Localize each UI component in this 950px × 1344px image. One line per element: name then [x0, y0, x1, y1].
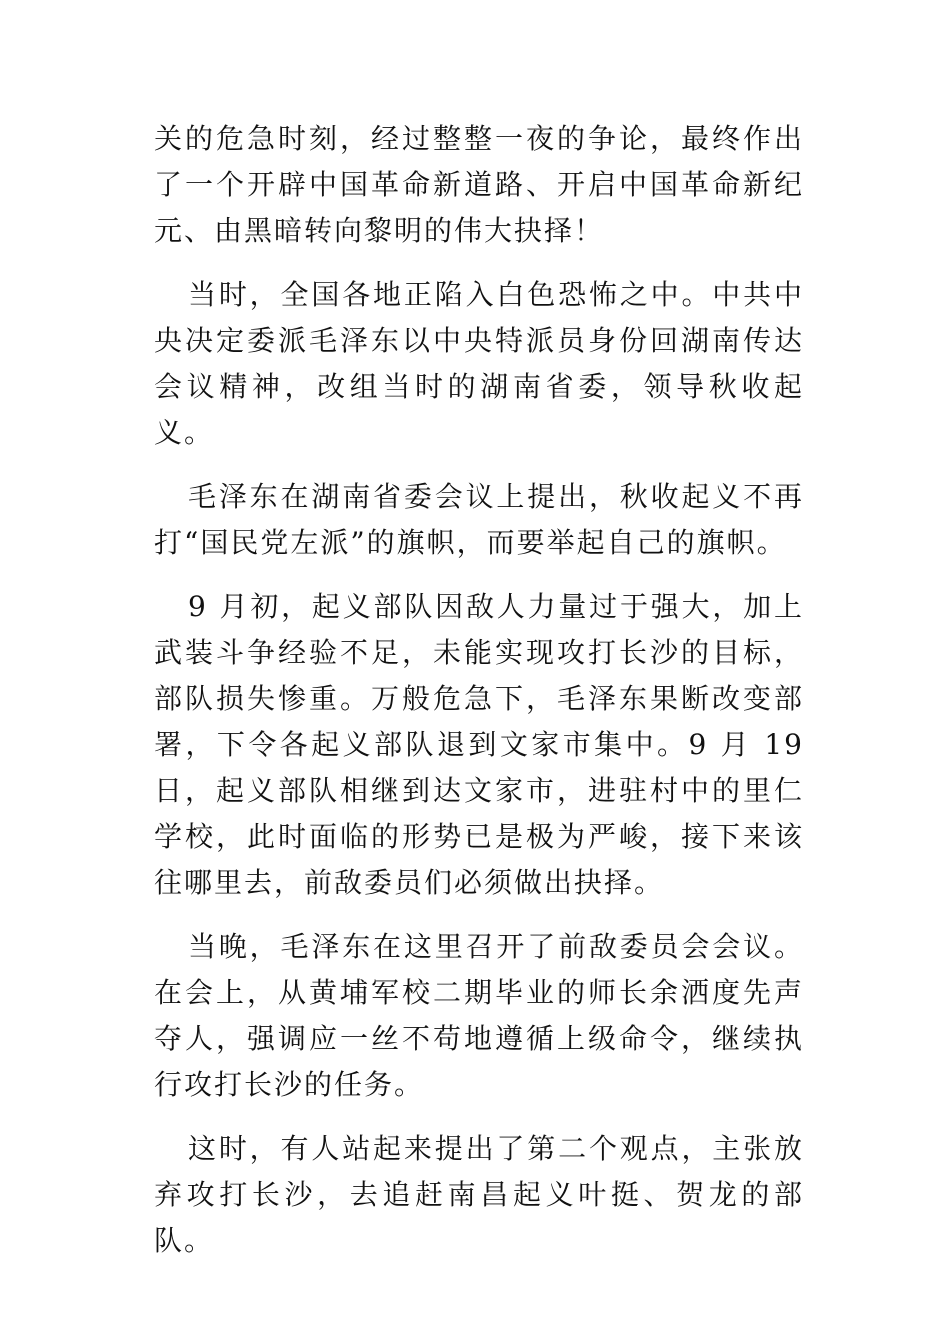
paragraph: 当时，全国各地正陷入白色恐怖之中。中共中央决定委派毛泽东以中央特派员身份回湖南传达会议精神，改组当时的湖南省委，领导秋收起义。: [154, 278, 804, 449]
paragraph: 这时，有人站起来提出了第二个观点，主张放弃攻打长沙，去追赶南昌起义叶挺、贺龙的部队。: [154, 1132, 804, 1257]
paragraph: 关的危急时刻，经过整整一夜的争论，最终作出了一个开辟中国革命新道路、开启中国革命新纪元、由黑暗转向黎明的伟大抉择！: [154, 122, 804, 247]
paragraph: 毛泽东在湖南省委会议上提出，秋收起义不再打“国民党左派”的旗帜，而要举起自己的旗帜。: [154, 480, 804, 559]
document-body: [154, 116, 804, 1282]
paragraph: 当晚，毛泽东在这里召开了前敌委员会会议。在会上，从黄埔军校二期毕业的师长余洒度先声夺人，强调应一丝不苟地遵循上级命令，继续执行攻打长沙的任务。: [154, 930, 804, 1101]
paragraph: 9 月初，起义部队因敌人力量过于强大，加上武装斗争经验不足，未能实现攻打长沙的目标，部队损失惨重。万般危急下，毛泽东果断改变部署，下令各起义部队退到文家市集中。9 月 19 日，起义部队相继到达文家市，进驻村中的里仁学校，此时面临的形势已是极为严峻，接下来该往哪里去，前敌委员们必须做出抉择。: [154, 590, 804, 899]
